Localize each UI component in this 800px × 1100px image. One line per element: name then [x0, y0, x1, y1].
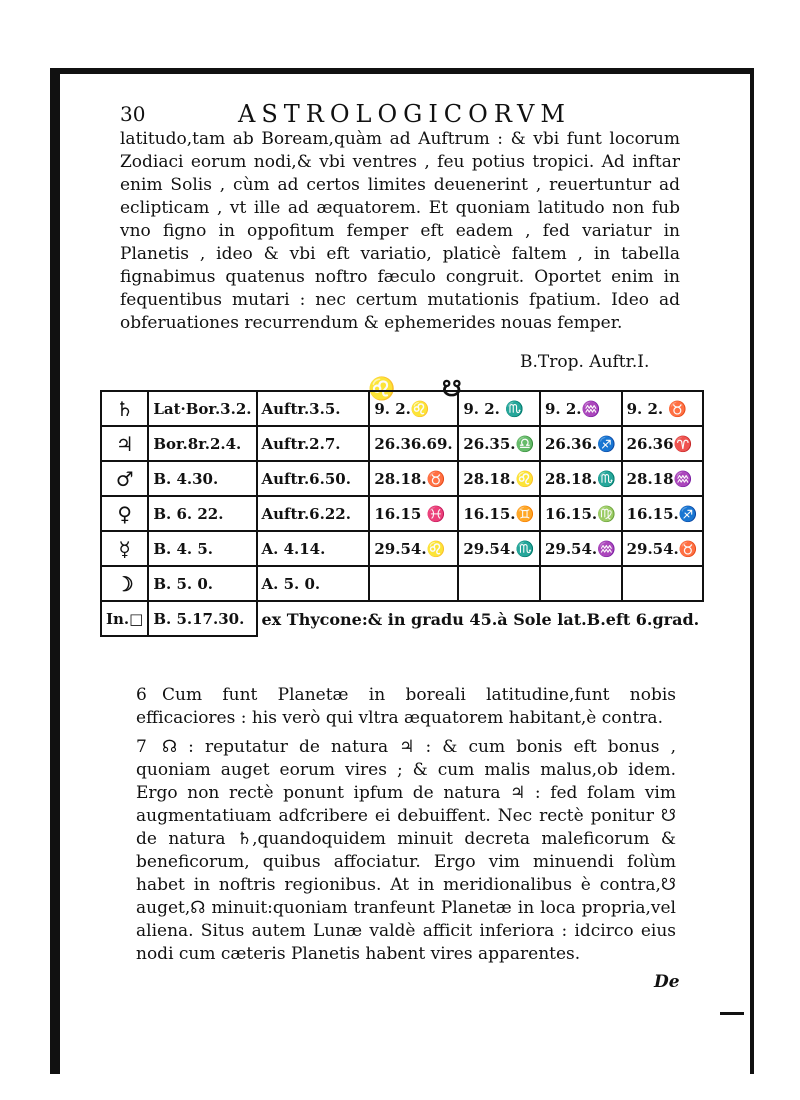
table-cell: 28.18.♏ [540, 461, 622, 496]
planet-symbol: ♂ [101, 461, 148, 496]
table-cell: 9. 2.♌ [369, 391, 458, 426]
table-cell: Auftr.3.5. [257, 391, 370, 426]
note-number: 7 [136, 737, 147, 757]
table-cell: 16.15.♍ [540, 496, 622, 531]
planet-symbol: ♀ [101, 496, 148, 531]
table-caption: B.Trop. Auftr.I. [520, 352, 650, 372]
table-cell [369, 566, 458, 601]
planet-symbol: ♄ [101, 391, 148, 426]
page-corner-mark [720, 1012, 744, 1015]
table-cell: 16.15.♐ [622, 496, 704, 531]
table-row [101, 391, 703, 426]
table-cell: 28.18♒ [622, 461, 704, 496]
table-cell: B. 5. 0. [148, 566, 256, 601]
table-cell: A. 4.14. [257, 531, 370, 566]
planet-symbol: In.□ [101, 601, 148, 636]
table-cell: 28.18.♉ [369, 461, 458, 496]
table-cell: B. 4. 5. [148, 531, 256, 566]
note-text: ☊ : reputatur de natura ♃ : & cum bonis eft bonus , quoniam auget eorum vires ; & cum malis malus,ob idem. Ergo non rectè ponunt ipfum de natura ♃ : fed folam vim augmentatiuam adfcribere ei debuiffent. Nec rectè ponitur ☋ de natura ♄,quandoquidem minuit decreta maleficorum & beneficorum, quibus affociatur. Ergo vim minuendi folùm habet in noftris regionibus. At in meridionalibus è contra,☋ auget,☊ minuit:quoniam tranfeunt Planetæ in loca propria,vel aliena. Situs autem Lunæ valdè afficit inferiora : idcirco eius nodi cum cæteris Planetis habent vires apparentes. [136, 737, 676, 964]
planet-symbol: ☽ [101, 566, 148, 601]
table-cell: 29.54.♒ [540, 531, 622, 566]
note-number: 6 [136, 685, 147, 705]
table-cell [458, 566, 540, 601]
table-row-note: ex Thycone:& in gradu 45.à Sole lat.B.eft 6.grad. [261, 609, 700, 629]
page-number: 30 [120, 102, 146, 126]
table-cell: B. 6. 22. [148, 496, 256, 531]
table-cell: 9. 2.♒ [540, 391, 622, 426]
table-cell: Auftr.6.22. [257, 496, 370, 531]
table-cell: B. 5.17.30. [148, 601, 256, 636]
table-cell: Lat·Bor.3.2. [148, 391, 256, 426]
table-cell: 29.54.♏ [458, 531, 540, 566]
table-cell [540, 566, 622, 601]
table-cell: 9. 2. ♏ [458, 391, 540, 426]
planet-symbol: ♃ [101, 426, 148, 461]
table-row [101, 531, 703, 566]
note-text: Cum funt Planetæ in boreali latitudine,funt nobis efficaciores : his verò qui vltra æquatorem habitant,è contra. [136, 685, 676, 728]
catchword: De [654, 972, 680, 992]
note-7 [136, 736, 676, 966]
table-row [101, 566, 703, 601]
table-cell: 16.15 ♓ [369, 496, 458, 531]
table-row-last [101, 601, 703, 636]
table-cell: 26.36.69. [369, 426, 458, 461]
running-head [120, 96, 680, 132]
table-cell: 26.36.♐ [540, 426, 622, 461]
table-cell: 26.36♈ [622, 426, 704, 461]
table-cell: A. 5. 0. [257, 566, 370, 601]
note-6 [136, 684, 676, 730]
table-cell: 16.15.♊ [458, 496, 540, 531]
table-cell: 26.35.♎ [458, 426, 540, 461]
table-row [101, 496, 703, 531]
table-cell: Auftr.6.50. [257, 461, 370, 496]
table-cell: 29.54.♉ [622, 531, 704, 566]
planet-symbol: ☿ [101, 531, 148, 566]
table-cell: B. 4.30. [148, 461, 256, 496]
table-cell: Bor.8r.2.4. [148, 426, 256, 461]
sign-above-col-4: ☋ [442, 376, 462, 402]
table-row [101, 426, 703, 461]
intro-paragraph: latitudo,tam ab Boream,quàm ad Auftrum : & vbi funt locorum Zodiaci eorum nodi,& vbi ventres , feu potius tropici. Ad inftar enim Solis , cùm ad certos limites deuenerint , reuertuntur ad eclipticam , vt ille ad æquatorem. Et quoniam latitudo non fub vno figno in oppofitum femper eft eadem , fed variatur in Planetis , ideo & vbi eft variatio, platicè faltem , in tabella fignabimus quatenus noftro fæculo congruit. Oportet enim in fequentibus mutari : nec certum mutationis fpatium. Ideo ad obferuationes recurrendum & ephemerides nouas femper. [120, 129, 680, 333]
latitude-table [100, 390, 704, 637]
table-cell: 28.18.♌ [458, 461, 540, 496]
running-title: ASTROLOGICORVM [238, 100, 571, 128]
sign-above-col-3: ♌ [368, 376, 396, 402]
table-cell: Auftr.2.7. [257, 426, 370, 461]
table-cell: 29.54.♌ [369, 531, 458, 566]
table-row [101, 461, 703, 496]
table-cell: 9. 2. ♉ [622, 391, 704, 426]
table-cell [622, 566, 704, 601]
